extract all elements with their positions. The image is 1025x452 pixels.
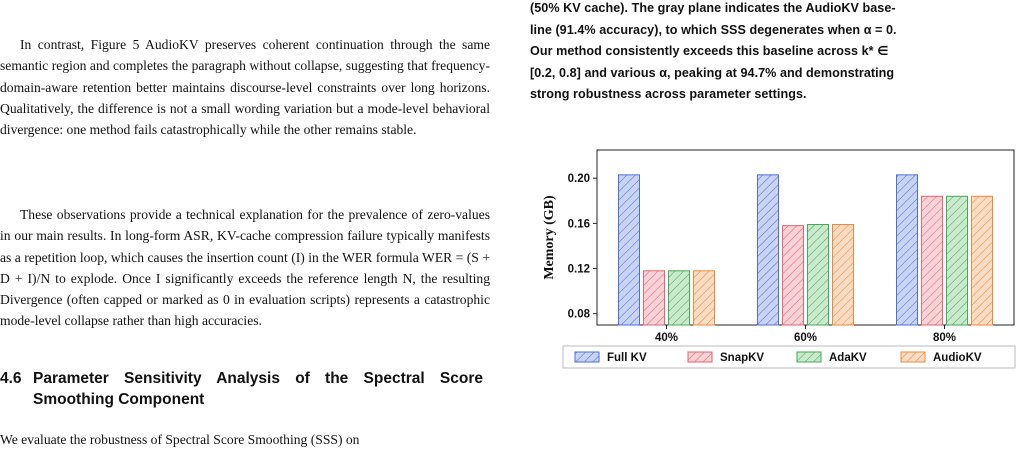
paragraph-sss: We evaluate the robustness of Spectral Score Smoothing (SSS) on [0,432,360,447]
y-tick-label: 0.12 [567,263,590,276]
legend-label: SnapKV [720,352,765,364]
section-title: Parameter Sensitivity Analysis of the Spectral Score Smoothing Component [33,370,483,408]
caption-line: [0.2, 0.8] and various α, peaking at 94.7% and demonstrating [530,65,895,80]
x-tick-label: 60% [793,332,818,344]
legend-swatch [901,352,925,362]
bar-adakv [669,271,690,325]
bar-snapkv [922,196,943,325]
paragraph-observations: These observations provide a technical explanation for the prevalence of zero-values in our main results. In long-form ASR, KV-cache compression failure typically manifests as a repetition loop, which causes the insertion count (I) in the WER formula WER = (S + D + I)/N to explode. Once I significantly exceeds the reference length N, the resulting Divergence (often capped or marked as 0 in evaluation scripts) represents a catastrophic mode-level collapse rather than high accuracies. [0,207,490,329]
y-axis-label: Memory (GB) [542,195,557,280]
legend-swatch [575,352,599,362]
y-tick-label: 0.16 [567,218,590,231]
bar-audiokv [972,196,993,325]
caption-line: strong robustness across parameter settings. [530,87,807,102]
legend-label: AudioKV [933,352,982,364]
legend-swatch [688,352,712,362]
bar-snapkv [783,226,804,325]
legend-label: Full KV [607,352,647,364]
legend-label: AdaKV [829,352,867,364]
y-tick-label: 0.08 [567,308,590,321]
bar-audiokv [694,271,715,325]
y-tick-label: 0.20 [567,173,590,186]
caption-line: Our method consistently exceeds this baseline across k* ∈ [530,44,889,59]
bar-audiokv [833,225,854,325]
bar-adakv [808,225,829,325]
bar-adakv [947,196,968,325]
bar-full-kv [619,175,640,325]
left-column [0,0,490,452]
section-number: 4.6 [0,370,22,387]
x-tick-label: 80% [932,332,957,344]
legend-swatch [797,352,821,362]
bar-full-kv [758,175,779,325]
x-tick-label: 40% [654,332,679,344]
caption-line: (50% KV cache). The gray plane indicates the AudioKV base- [530,1,896,15]
caption-line: line (91.4% accuracy), to which SSS degenerates when α = 0. [530,22,897,37]
paragraph-contrast: In contrast, Figure 5 AudioKV preserves coherent continuation through the same semantic region and completes the paragraph without collapse, suggesting that frequency-domain-aware retention better maintains discourse-level constraints over long horizons. Qualitatively, the difference is not a small wording variation but a mode-level behavioral divergence: one method fails catastrophically while the other remains stable. [0,37,490,138]
bar-snapkv [644,271,665,325]
bar-full-kv [897,175,918,325]
memory-bar-chart [530,0,1025,452]
